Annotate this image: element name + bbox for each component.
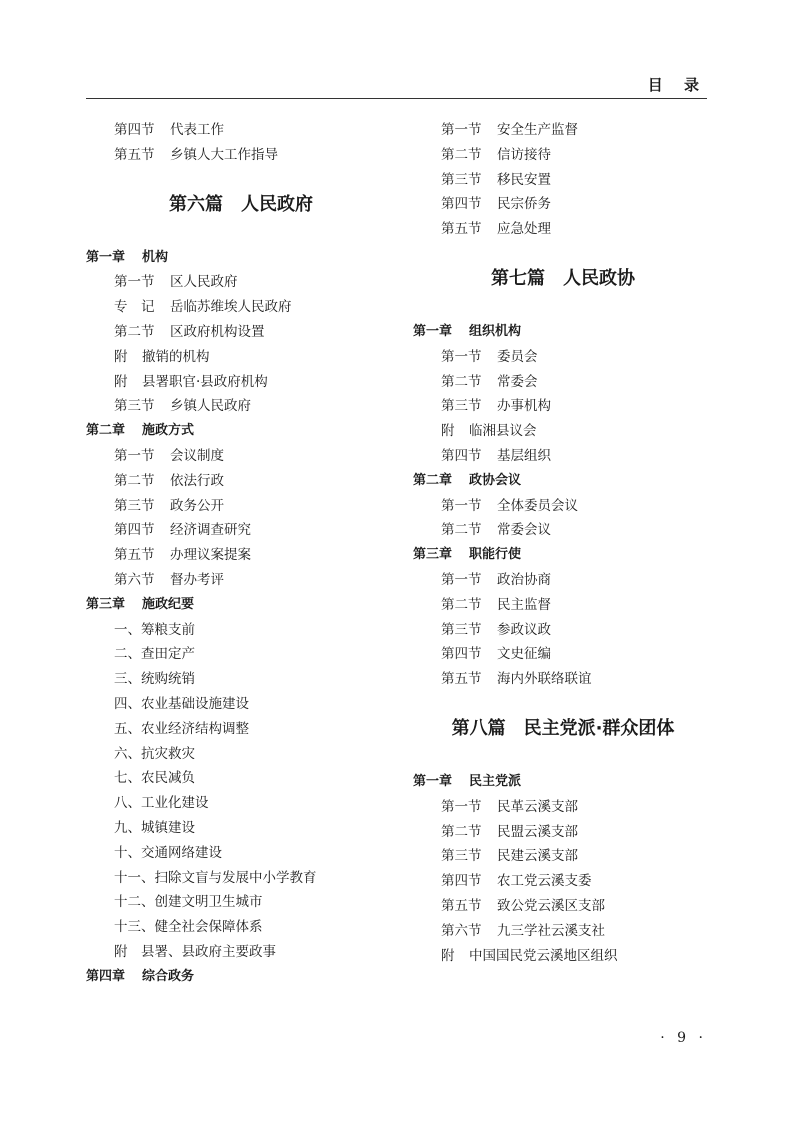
- section-number: 第五节: [114, 146, 155, 163]
- toc-chapter: [86, 246, 396, 271]
- part-title: 民主党派·群众团体: [523, 717, 675, 739]
- toc-part-heading: [86, 190, 396, 220]
- toc-section: [413, 869, 713, 894]
- section-number: 第五节: [441, 897, 482, 914]
- section-number: 附: [114, 373, 128, 390]
- toc-section: [413, 820, 713, 845]
- section-title: 区政府机构设置: [170, 323, 265, 340]
- section-title: 全体委员会议: [497, 497, 578, 514]
- part-title: 人民政府: [241, 193, 313, 215]
- toc-part-heading: [413, 714, 713, 744]
- section-title: 政务公开: [170, 497, 224, 514]
- section-number: 第二节: [441, 522, 482, 539]
- section-title: 代表工作: [170, 122, 224, 138]
- toc-section: [413, 494, 713, 519]
- toc-subitem: 十三、健全社会保障体系: [114, 919, 263, 936]
- toc-section: [413, 944, 713, 969]
- chapter-title: 施政方式: [142, 423, 195, 439]
- section-title: 常委会: [497, 373, 538, 390]
- section-title: 民建云溪支部: [497, 848, 578, 865]
- section-title: 民盟云溪支部: [497, 823, 578, 840]
- toc-section: [86, 320, 396, 345]
- toc-section: [86, 143, 396, 168]
- spacer: [86, 168, 396, 190]
- section-number: 第五节: [441, 221, 482, 238]
- toc-subitem: 四、农业基础设施建设: [114, 695, 249, 712]
- toc-section: [413, 795, 713, 820]
- section-title: 致公党云溪区支部: [497, 897, 605, 914]
- toc-subitem: 一、筹粮支前: [114, 621, 195, 638]
- spacer: [86, 220, 396, 246]
- section-number: 第四节: [441, 873, 482, 890]
- section-number: 附: [114, 348, 128, 365]
- section-title: 信访接待: [497, 146, 551, 163]
- toc-section: [413, 518, 713, 543]
- section-title: 移民安置: [497, 171, 551, 188]
- toc-section: [86, 469, 396, 494]
- toc-section: [413, 844, 713, 869]
- section-title: 经济调查研究: [170, 522, 251, 539]
- toc-section: [413, 894, 713, 919]
- toc-part-heading: [413, 264, 713, 294]
- section-title: 区人民政府: [170, 274, 238, 291]
- chapter-number: 第三章: [86, 596, 126, 612]
- section-number: 第三节: [441, 398, 482, 415]
- toc-section: [413, 192, 713, 217]
- part-number: 第六篇: [169, 193, 223, 215]
- toc-section: [413, 618, 713, 643]
- section-number: 专 记: [114, 299, 155, 316]
- section-number: 第五节: [114, 547, 155, 564]
- section-title: 参政议政: [497, 621, 551, 638]
- toc-subitem: 十二、创建文明卫生城市: [114, 894, 263, 911]
- section-number: 第一节: [441, 348, 482, 365]
- toc-section: [86, 118, 396, 143]
- chapter-title: 综合政务: [142, 968, 195, 984]
- toc-subitem: 附 县署、县政府主要政事: [114, 943, 276, 960]
- chapter-title: 机构: [142, 249, 169, 265]
- running-header: 目 录: [647, 76, 707, 94]
- section-number: 第二节: [441, 146, 482, 163]
- section-number: 第三节: [441, 171, 482, 188]
- section-title: 办理议案提案: [170, 547, 251, 564]
- spacer: [413, 294, 713, 320]
- toc-chapter: [86, 965, 396, 990]
- toc-section: [413, 419, 713, 444]
- section-number: 第二节: [114, 472, 155, 489]
- toc-section: [413, 444, 713, 469]
- toc-section: [86, 345, 396, 370]
- toc-left-column: [86, 118, 396, 990]
- section-title: 安全生产监督: [497, 122, 578, 138]
- chapter-number: 第三章: [413, 547, 453, 563]
- section-number: 第一节: [441, 122, 482, 138]
- part-number: 第八篇: [451, 717, 506, 739]
- section-title: 会议制度: [170, 447, 224, 464]
- spacer: [413, 242, 713, 264]
- section-number: 第二节: [114, 323, 155, 340]
- section-title: 乡镇人民政府: [170, 398, 251, 415]
- chapter-title: 施政纪要: [142, 596, 195, 612]
- toc-right-column: [413, 118, 713, 968]
- toc-chapter: [413, 320, 713, 345]
- toc-subitem: 三、统购统销: [114, 671, 195, 688]
- section-number: 第四节: [114, 522, 155, 539]
- toc-section: [86, 444, 396, 469]
- chapter-title: 职能行使: [469, 547, 522, 563]
- chapter-number: 第四章: [86, 968, 126, 984]
- toc-chapter: [413, 770, 713, 795]
- section-number: 附: [441, 947, 455, 964]
- section-title: 文史征编: [497, 646, 551, 663]
- toc-subitem: 十一、扫除文盲与发展中小学教育: [114, 869, 317, 886]
- section-number: 第一节: [441, 571, 482, 588]
- toc-section: [413, 593, 713, 618]
- section-title: 民宗侨务: [497, 196, 551, 213]
- section-number: 第二节: [441, 596, 482, 613]
- part-number: 第七篇: [491, 267, 545, 289]
- toc-subitem: 六、抗灾救灾: [114, 745, 195, 762]
- toc-section: [413, 217, 713, 242]
- section-title: 九三学社云溪支社: [497, 922, 605, 939]
- toc-subitem: 九、城镇建设: [114, 819, 195, 836]
- toc-section: [86, 494, 396, 519]
- toc-chapter: [86, 593, 396, 618]
- chapter-number: 第一章: [413, 323, 453, 339]
- section-title: 海内外联络联谊: [497, 671, 592, 688]
- toc-chapter: [413, 543, 713, 568]
- section-number: 第四节: [441, 196, 482, 213]
- toc-subitem: 八、工业化建设: [114, 795, 209, 812]
- section-title: 民主监督: [497, 596, 551, 613]
- toc-section: [413, 143, 713, 168]
- section-title: 临湘县议会: [469, 423, 537, 440]
- toc-section: [86, 518, 396, 543]
- section-number: 第二节: [441, 373, 482, 390]
- section-title: 办事机构: [497, 398, 551, 415]
- toc-section: [86, 394, 396, 419]
- chapter-title: 组织机构: [469, 323, 522, 339]
- section-number: 第一节: [114, 274, 155, 291]
- toc-section: [86, 295, 396, 320]
- section-number: 第四节: [114, 122, 155, 138]
- section-number: 第三节: [114, 398, 155, 415]
- section-title: 常委会议: [497, 522, 551, 539]
- section-title: 督办考评: [170, 571, 224, 588]
- toc-subitem: 五、农业经济结构调整: [114, 720, 249, 737]
- section-number: 附: [441, 423, 455, 440]
- toc-subitem: 十、交通网络建设: [114, 844, 222, 861]
- section-title: 农工党云溪支委: [497, 873, 592, 890]
- part-title: 人民政协: [563, 267, 635, 289]
- toc-section: [86, 568, 396, 593]
- section-number: 第一节: [114, 447, 155, 464]
- toc-section: [413, 568, 713, 593]
- chapter-number: 第一章: [86, 249, 126, 265]
- section-title: 依法行政: [170, 472, 224, 489]
- toc-section: [413, 919, 713, 944]
- toc-section: [86, 370, 396, 395]
- toc-section: [413, 642, 713, 667]
- section-title: 基层组织: [497, 447, 551, 464]
- header-rule: [86, 98, 707, 99]
- toc-section: [86, 543, 396, 568]
- section-number: 第一节: [441, 497, 482, 514]
- toc-section: [413, 394, 713, 419]
- toc-subitem: 二、查田定产: [114, 646, 195, 663]
- spacer: [413, 744, 713, 770]
- toc-section: [413, 667, 713, 692]
- section-number: 第六节: [441, 922, 482, 939]
- toc-section: [413, 370, 713, 395]
- section-number: 第四节: [441, 447, 482, 464]
- spacer: [413, 692, 713, 714]
- chapter-number: 第二章: [86, 423, 126, 439]
- toc-section: [86, 270, 396, 295]
- section-number: 第三节: [114, 497, 155, 514]
- chapter-number: 第一章: [413, 773, 453, 789]
- section-number: 第三节: [441, 848, 482, 865]
- toc-subitem: 七、农民减负: [114, 770, 195, 787]
- page-number: · 9 ·: [660, 1030, 707, 1046]
- chapter-title: 政协会议: [469, 472, 522, 488]
- toc-section: [413, 168, 713, 193]
- section-number: 第五节: [441, 671, 482, 688]
- chapter-title: 民主党派: [469, 773, 522, 789]
- section-number: 第二节: [441, 823, 482, 840]
- section-number: 第四节: [441, 646, 482, 663]
- toc-section: [413, 345, 713, 370]
- section-number: 第一节: [441, 798, 482, 815]
- section-title: 民革云溪支部: [497, 798, 578, 815]
- section-title: 岳临苏维埃人民政府: [170, 299, 292, 316]
- section-number: 第六节: [114, 571, 155, 588]
- section-number: 第三节: [441, 621, 482, 638]
- section-title: 县署职官·县政府机构: [142, 373, 268, 390]
- section-title: 撤销的机构: [142, 348, 210, 365]
- toc-chapter: [86, 419, 396, 444]
- section-title: 中国国民党云溪地区组织: [469, 947, 618, 964]
- toc-chapter: [413, 469, 713, 494]
- section-title: 委员会: [497, 348, 538, 365]
- toc-section: [413, 118, 713, 143]
- chapter-number: 第二章: [413, 472, 453, 488]
- section-title: 乡镇人大工作指导: [170, 146, 278, 163]
- section-title: 应急处理: [497, 221, 551, 238]
- section-title: 政治协商: [497, 571, 551, 588]
